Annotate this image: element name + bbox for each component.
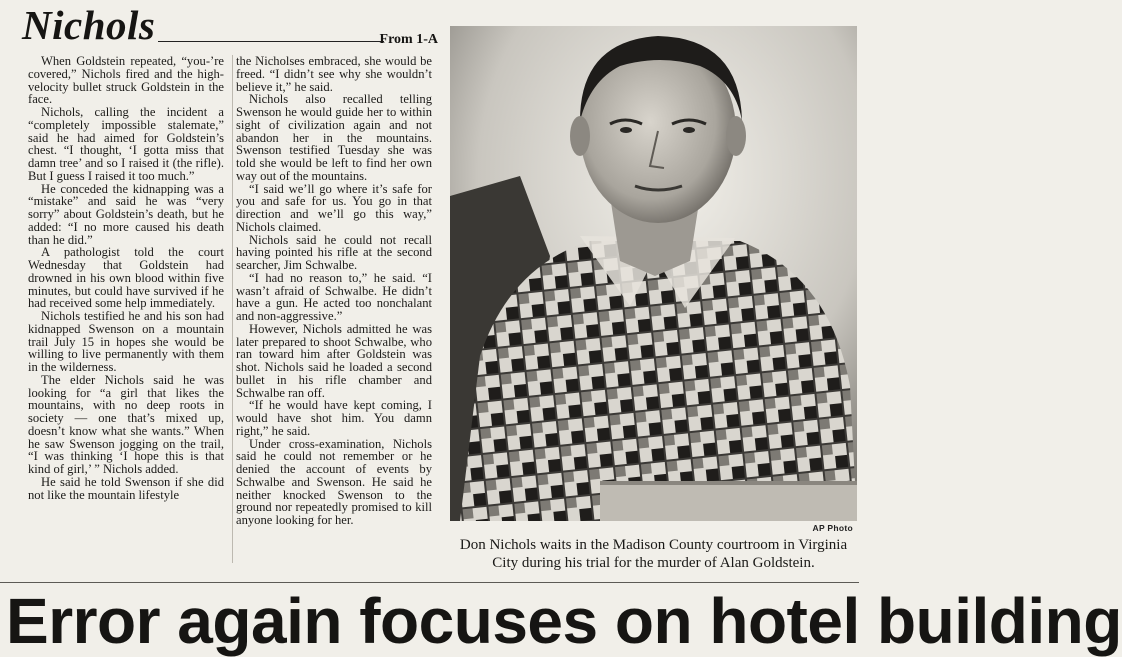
paragraph: He said he told Swenson if she did not like the mountain lifestyle [28, 474, 224, 502]
paragraph: Under cross-examination, Nichols said he could not remember or he denied the account of events by Schwalbe and Swenson. He said he neither knocked Swenson to the ground nor repeatedly promised to kill anyone looking for her. [236, 436, 432, 527]
article-column-right [236, 55, 432, 527]
paragraph: A pathologist told the court Wednesday that Goldstein had drowned in his own blood within five minutes, but could have survived if he had received some help immediately. [28, 245, 224, 311]
column-divider [232, 55, 233, 563]
article-column-left [28, 55, 224, 501]
next-story-headline [0, 583, 1122, 657]
photo-caption: Don Nichols waits in the Madison County courtroom in Virginia City during his trial for the murder of Alan Goldstein. [459, 537, 848, 571]
paragraph: Nichols also recalled telling Swenson he would guide her to within sight of civilization again and not abandon her in the mountains. Swenson testified Tuesday she was told she would be left to find her own way out of the mountains. [236, 92, 432, 183]
paragraph: “I said we’ll go where it’s safe for you and safe for us. You go in that direction and we’ll go this way,” Nichols claimed. [236, 181, 432, 234]
photo-credit: AP Photo [812, 523, 853, 533]
portrait-illustration [450, 26, 857, 521]
paragraph: “I had no reason to,” he said. “I wasn’t afraid of Schwalbe. He didn’t have a gun. He acted too nonchalant and non-aggressive.” [236, 270, 432, 323]
jump-line: From 1-A [379, 32, 438, 47]
story-header [22, 4, 438, 50]
paragraph: When Goldstein repeated, “you-’re covered,” Nichols fired and the high-velocity bullet struck Goldstein in the face. [28, 54, 224, 107]
paragraph: the Nicholses embraced, she would be freed. “I didn’t see why she wouldn’t believe it,” he said. [236, 54, 432, 94]
paragraph: He conceded the kidnapping was a “mistake” and said he was “very sorry” about Goldstein’s death, but he added: “I no more caused his death than he did.” [28, 181, 224, 247]
paragraph: The elder Nichols said he was looking for “a girl that likes the mountains, with no deep roots in society — one that’s mixed up, doesn’t know what she wants.” When he saw Swenson jogging on the trail, “I was thinking ‘I hope this is that kind of girl,’ ” Nichols added. [28, 372, 224, 476]
paragraph: Nichols testified he and his son had kidnapped Swenson on a mountain trail July 15 in hopes she would be willing to live permanently with them in the wilderness. [28, 309, 224, 374]
news-photo [450, 26, 857, 521]
next-headline-text: Error again focuses on hotel building [6, 585, 1122, 657]
story-title: Nichols [22, 2, 156, 48]
paragraph: “If he would have kept coming, I would have shot him. You damn right,” he said. [236, 398, 432, 438]
header-rule [158, 41, 384, 42]
paragraph: Nichols said he could not recall having pointed his rifle at the second searcher, Jim Schwalbe. [236, 232, 432, 272]
paragraph: However, Nichols admitted he was later prepared to shoot Schwalbe, who ran toward him after Goldstein was shot. Nichols said he loaded a second bullet in his rifle chamber and Schwalbe ran off. [236, 321, 432, 400]
paragraph: Nichols, calling the incident a “completely impossible stalemate,” said he had aimed for Goldstein’s chest. “I thought, ‘I gotta miss that damn tree’ and so I raised it (the rifle). But I guess I raised it too much.” [28, 105, 224, 183]
